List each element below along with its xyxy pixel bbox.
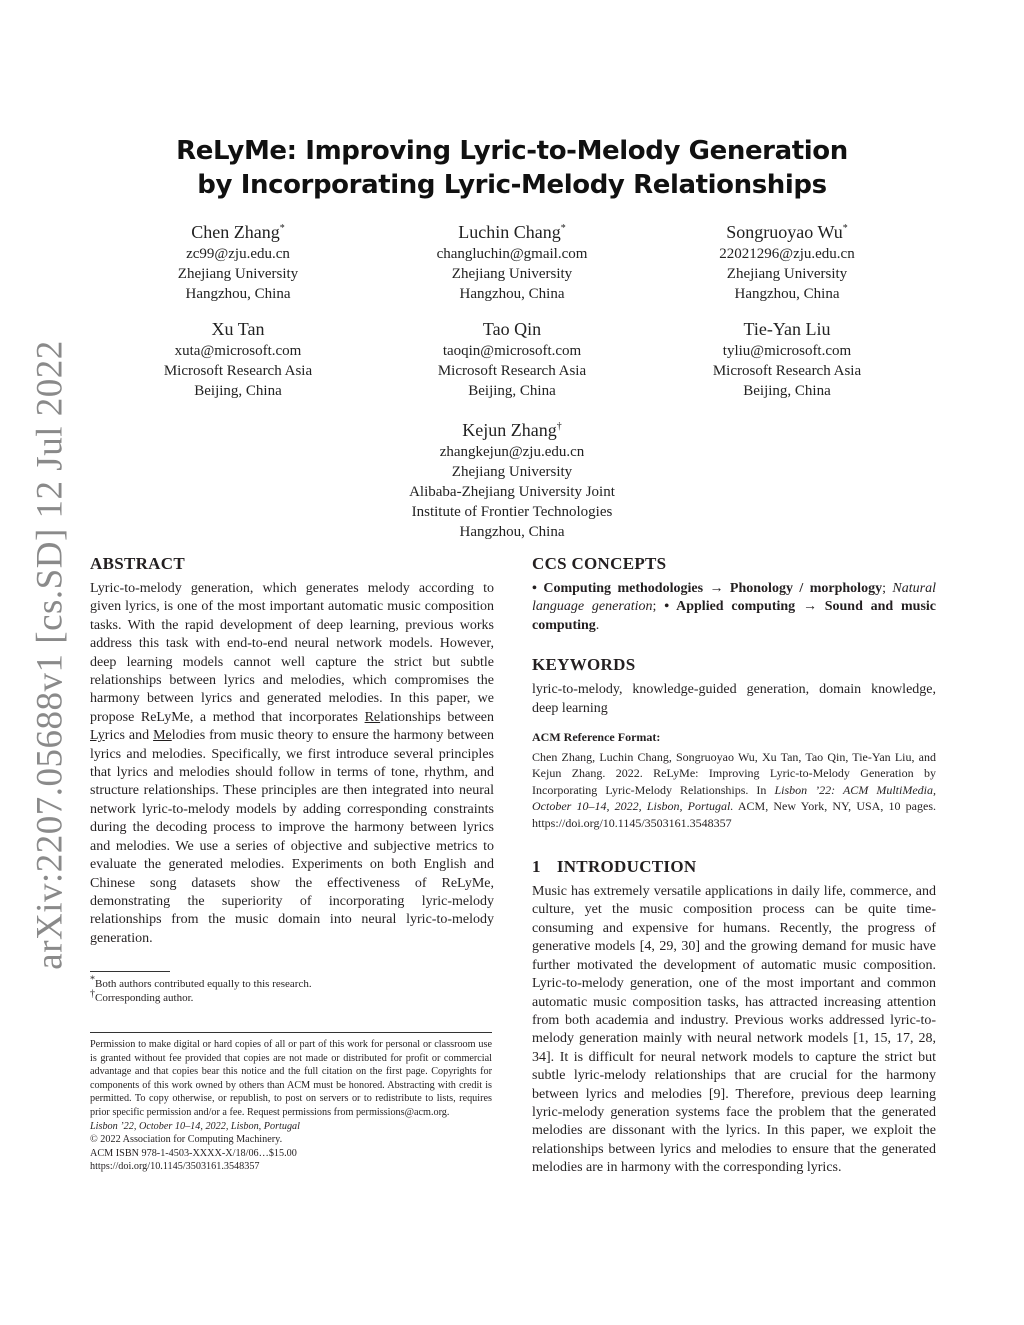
title-line-1: ReLyMe: Improving Lyric-to-Melody Generation (176, 136, 848, 166)
author-block-xu-tan (88, 317, 388, 401)
acronym-re: Re (364, 709, 381, 725)
conference-info: Lisbon ’22, October 10–14, 2022, Lisbon, Portugal (90, 1120, 300, 1132)
introduction-body: Music has extremely versatile applications in daily life, commerce, and culture, yet the music composition process can be quite time-consuming and expensive for humans. Recently, the progress of generative models [4, 29, 30] and the growing demand for music have further motivated the development of automatic music composition. Lyric-to-melody generation, one of the most important and common automatic music composition tasks, has attracted increasing attention from both academia and industry. Previous works addressed lyric-to-melody generation mainly with neural network models [1, 15, 17, 28, 34]. It is difficult for neural network models to capture the strict but subtle lyric-melody relationships that are crucial for the harmony between lyrics and melodies [9]. Therefore, previous deep learning lyric-melody generation systems face the problem that the generated melodies are dissonant with the lyrics. In this paper, we exploit the relationships between lyrics and melodies to ensure that the generated melodies are in harmony with the corresponding lyrics. (532, 884, 936, 1176)
author-location: Hangzhou, China (459, 524, 565, 540)
ccs-concepts: • Computing methodologies → Phonology / morphology; Natural language generation; • Applied computing → Sound and music computing. (532, 581, 936, 633)
author-name: Tie-Yan Liu (743, 319, 831, 339)
author-affiliation-3: Institute of Frontier Technologies (411, 504, 613, 520)
author-location: Hangzhou, China (185, 286, 291, 302)
permissions-rule (90, 1032, 492, 1033)
author-location: Hangzhou, China (734, 286, 840, 302)
acronym-me: Me (153, 728, 172, 744)
author-affiliation: Microsoft Research Asia (163, 363, 313, 379)
author-name: Kejun Zhang (462, 420, 557, 440)
author-affiliation: Zhejiang University (177, 266, 299, 282)
permissions-block (90, 1038, 492, 1174)
footnote-equal-contribution: *Both authors contributed equally to this research. (90, 974, 312, 990)
isbn-line: ACM ISBN 978-1-4503-XXXX-X/18/06…$15.00 (90, 1147, 297, 1159)
reference-heading: ACM Reference Format: (532, 730, 661, 745)
author-block-songruoyao-wu (637, 220, 937, 304)
author-block-luchin-chang (362, 220, 662, 304)
footnote-rule (90, 971, 170, 972)
abstract-body: Lyric-to-melody generation, which generates melody according to given lyrics, is one of the most important automatic music composition tasks. With the rapid development of deep learning, previous works address this task with end-to-end neural network models. However, deep learning models cannot well capture the strict but subtle relationships between lyrics and melodies, which compromises the harmony between lyrics and generated melodies. In this paper, we propose ReLyMe, a method that incorporates Relationships between Lyrics and Melodies from music theory to ensure the harmony between lyrics and melodies. Specifically, we first introduce several principles that lyrics and melodies should follow in terms of tone, rhythm, and structure relationships. These principles are then integrated into neural network lyric-to-melody models by adding corresponding constraints during the decoding process to improve the harmony between lyrics and melodies. We use a series of objective and subjective metrics to evaluate the generated melodies. Experiments on both English and Chinese song datasets show the effectiveness of ReLyMe, demonstrating the superiority of incorporating lyric-melody relationships from the music domain into neural lyric-to-melody generation. (90, 581, 495, 946)
author-affiliation: Zhejiang University (726, 266, 848, 282)
acronym-ly: Ly (90, 728, 105, 744)
author-name: Songruoyao Wu (726, 222, 843, 242)
author-email: taoqin@microsoft.com (442, 343, 582, 359)
abstract-section (90, 554, 494, 948)
keywords-heading: KEYWORDS (532, 655, 636, 675)
copyright-line: © 2022 Association for Computing Machinery. (90, 1134, 283, 1146)
author-affiliation: Microsoft Research Asia (437, 363, 587, 379)
author-affiliation: Zhejiang University (451, 266, 573, 282)
author-affiliation: Microsoft Research Asia (712, 363, 862, 379)
author-name: Xu Tan (211, 319, 265, 339)
author-block-chen-zhang (88, 220, 388, 304)
author-affiliation: Zhejiang University (451, 464, 573, 480)
corresponding-author-mark: † (556, 421, 562, 432)
equal-contribution-mark: * (279, 223, 285, 234)
footnotes (90, 974, 494, 1005)
author-block-tao-qin (362, 317, 662, 401)
permissions-text: Permission to make digital or hard copies of all or part of this work for personal or classroom use is granted without fee provided that copies are not made or distributed for profit or commercial advantage and that copies bear this notice and the full citation on the first page. Copyrights for components of this work owned by others than ACM must be honored. Abstracting with credit is permitted. To copy otherwise, or republish, to post on servers or to redistribute to lists, requires prior specific permission and/or a fee. Request permissions from permissions@acm.org. (90, 1039, 492, 1118)
author-name: Chen Zhang (191, 222, 280, 242)
author-email: zhangkejun@zju.edu.cn (439, 444, 585, 460)
arxiv-identifier-stamp: arXiv:2207.05688v1 [cs.SD] 12 Jul 2022 (29, 340, 71, 970)
author-affiliation-2: Alibaba-Zhejiang University Joint (409, 484, 615, 500)
author-name: Luchin Chang (458, 222, 561, 242)
footnote-corresponding-author: †Corresponding author. (90, 988, 194, 1004)
author-name: Tao Qin (482, 319, 542, 339)
title-line-2: by Incorporating Lyric-Melody Relationships (197, 170, 827, 200)
author-block-tie-yan-liu (637, 317, 937, 401)
author-location: Hangzhou, China (459, 286, 565, 302)
paper-title (120, 134, 904, 202)
abstract-heading: ABSTRACT (90, 554, 185, 573)
ccs-heading: CCS CONCEPTS (532, 554, 667, 573)
acm-reference (532, 730, 936, 831)
author-email: tyliu@microsoft.com (722, 343, 852, 359)
author-location: Beijing, China (194, 383, 282, 399)
author-email: zc99@zju.edu.cn (186, 246, 290, 262)
author-email: 22021296@zju.edu.cn (719, 246, 855, 262)
doi-line[interactable]: https://doi.org/10.1145/3503161.3548357 (90, 1161, 260, 1173)
introduction-heading: 1 INTRODUCTION (532, 857, 697, 877)
equal-contribution-mark: * (842, 223, 848, 234)
reference-body: Chen Zhang, Luchin Chang, Songruoyao Wu, Xu Tan, Tao Qin, Tie-Yan Liu, and Kejun Zhang. 2022. ReLyMe: Improving Lyric-to-Melody Generation by Incorporating Lyric-Melody Relationships. In Lisbon ’22: ACM MultiMedia, October 10–14, 2022, Lisbon, Portugal. ACM, New York, NY, USA, 10 pages. https://doi.org/10.1145/3503161.3548357 (532, 750, 937, 830)
author-block-kejun-zhang (362, 418, 662, 542)
right-column (532, 554, 936, 1178)
keywords-text: lyric-to-melody, knowledge-guided generation, domain knowledge, deep learning (532, 682, 936, 716)
author-email: xuta@microsoft.com (174, 343, 302, 359)
author-location: Beijing, China (468, 383, 556, 399)
equal-contribution-mark: * (560, 223, 566, 234)
author-email: changluchin@gmail.com (436, 246, 588, 262)
author-location: Beijing, China (743, 383, 831, 399)
